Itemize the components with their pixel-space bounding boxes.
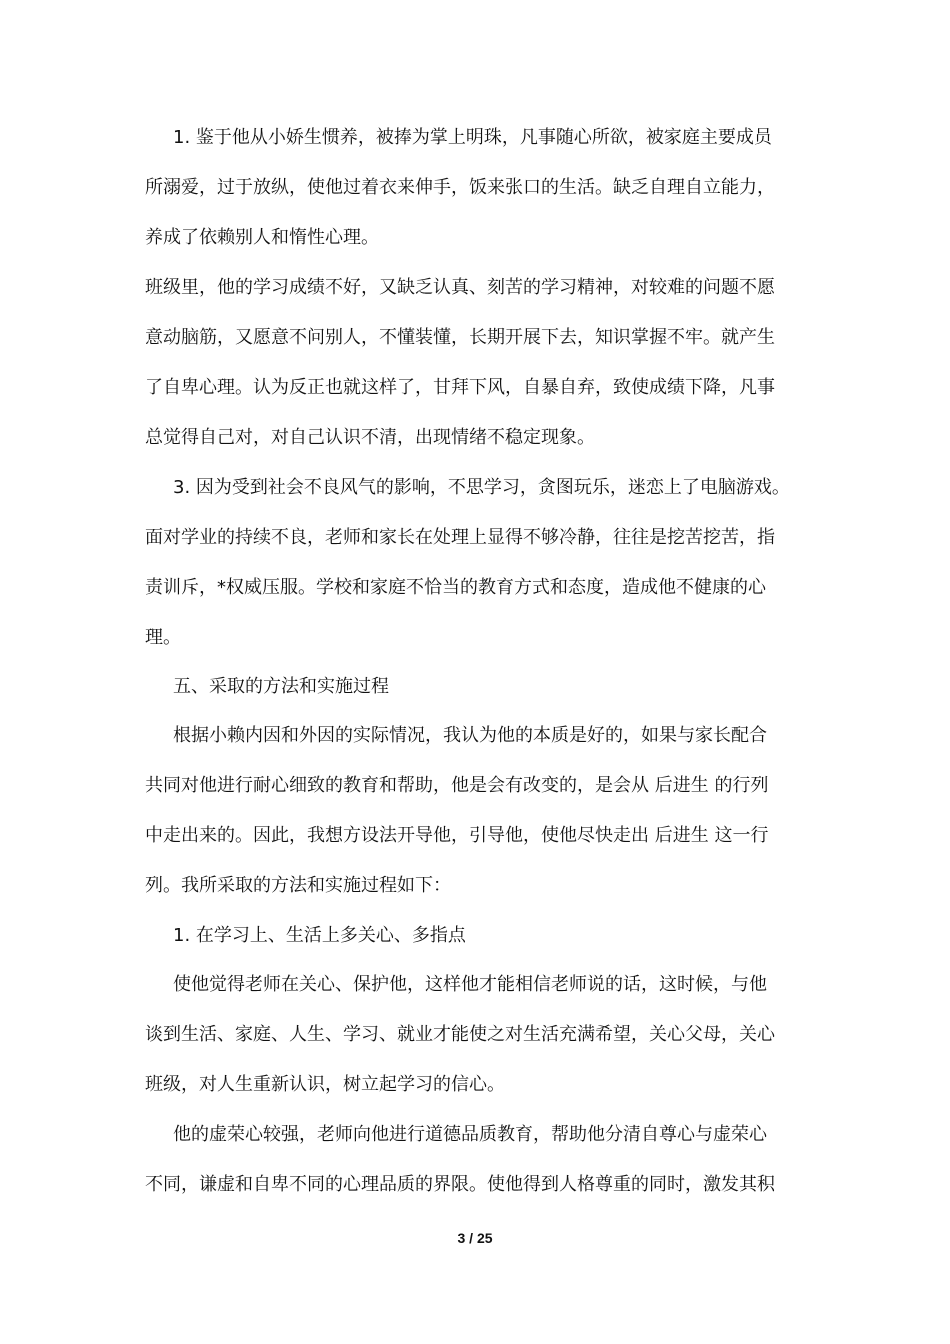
paragraph-line: 1. 鉴于他从小娇生惯养，被捧为掌上明珠，凡事随心所欲，被家庭主要成员 (173, 127, 772, 148)
paragraph-line: 列。我所采取的方法和实施过程如下： (145, 875, 451, 896)
paragraph-line: 使他觉得老师在关心、保护他，这样他才能相信老师说的话，这时候，与他 (173, 974, 767, 995)
paragraph-line: 不同，谦虚和自卑不同的心理品质的界限。使他得到人格尊重的同时，激发其积 (145, 1174, 775, 1195)
paragraph-line: 班级里，他的学习成绩不好，又缺乏认真、刻苦的学习精神，对较难的问题不愿 (145, 277, 775, 298)
page-number: 3 / 25 (457, 1230, 493, 1246)
paragraph-line: 谈到生活、家庭、人生、学习、就业才能使之对生活充满希望，关心父母，关心 (145, 1024, 775, 1045)
subsection-heading: 1. 在学习上、生活上多关心、多指点 (173, 925, 466, 946)
paragraph-line: 中走出来的。因此，我想方设法开导他，引导他，使他尽快走出 后进生 这一行 (145, 825, 769, 846)
paragraph-line: 责训斥，*权威压服。学校和家庭不恰当的教育方式和态度，造成他不健康的心 (145, 577, 766, 598)
paragraph-line: 根据小赖内因和外因的实际情况，我认为他的本质是好的，如果与家长配合 (173, 725, 767, 746)
paragraph-line: 意动脑筋，又愿意不问别人，不懂装懂，长期开展下去，知识掌握不牢。就产生 (145, 327, 775, 348)
paragraph-line: 所溺爱，过于放纵，使他过着衣来伸手，饭来张口的生活。缺乏自理自立能力， (145, 177, 775, 198)
paragraph-line: 他的虚荣心较强，老师向他进行道德品质教育，帮助他分清自尊心与虚荣心 (173, 1124, 767, 1145)
paragraph-line: 3. 因为受到社会不良风气的影响，不思学习，贪图玩乐，迷恋上了电脑游戏。 (173, 477, 790, 498)
paragraph-line: 班级，对人生重新认识，树立起学习的信心。 (145, 1074, 505, 1095)
paragraph-line: 了自卑心理。认为反正也就这样了，甘拜下风，自暴自弃，致使成绩下降，凡事 (145, 377, 775, 398)
paragraph-line: 养成了依赖别人和惰性心理。 (145, 227, 379, 248)
paragraph-line: 面对学业的持续不良，老师和家长在处理上显得不够冷静，往往是挖苦挖苦，指 (145, 527, 775, 548)
paragraph-line: 理。 (145, 627, 181, 648)
paragraph-line: 总觉得自己对，对自己认识不清，出现情绪不稳定现象。 (145, 427, 595, 448)
section-heading: 五、采取的方法和实施过程 (173, 676, 389, 697)
paragraph-line: 共同对他进行耐心细致的教育和帮助，他是会有改变的，是会从 后进生 的行列 (145, 775, 769, 796)
